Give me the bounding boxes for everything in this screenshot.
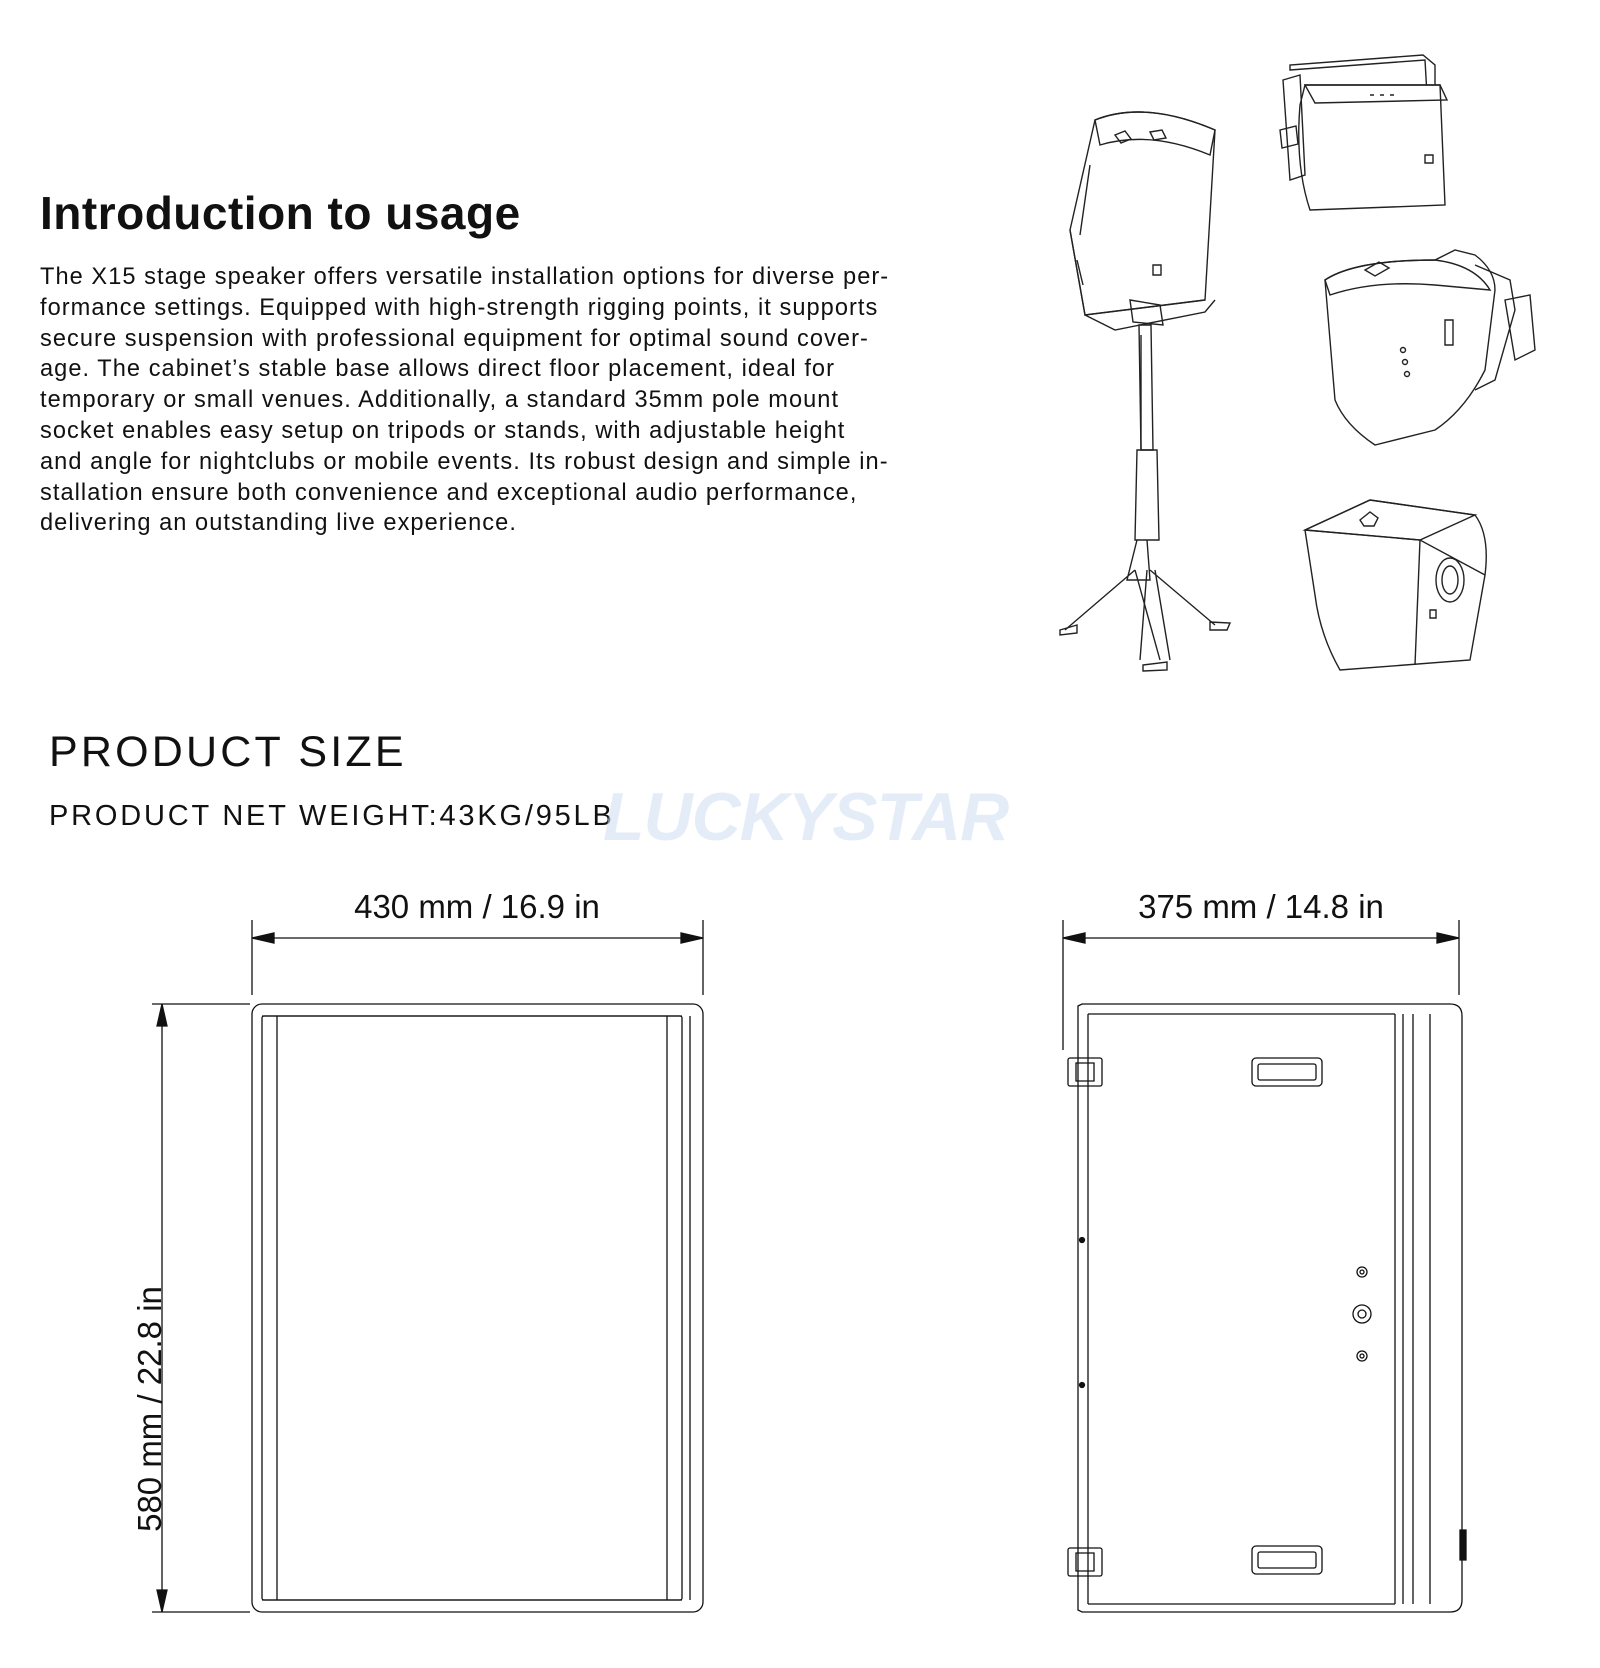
intro-title: Introduction to usage: [40, 187, 521, 239]
intro-line: secure suspension with professional equipment for optimal sound cover-: [40, 325, 869, 352]
front-width-label: 430 mm / 16.9 in: [354, 888, 600, 925]
intro-line: formance settings. Equipped with high-strength rigging points, it supports: [40, 294, 879, 321]
intro-line: stallation ensure both convenience and exceptional audio performance,: [40, 479, 858, 506]
product-size-title: PRODUCT SIZE: [49, 728, 407, 776]
intro-line: and angle for nightclubs or mobile events. Its robust design and simple in-: [40, 448, 889, 475]
intro-line: delivering an outstanding live experience.: [40, 510, 517, 537]
front-height-label: 580 mm / 22.8 in: [131, 1286, 168, 1532]
watermark-logo: LUCKYSTAR: [603, 779, 1009, 855]
intro-line: socket enables easy setup on tripods or stands, with adjustable height: [40, 417, 846, 444]
intro-line: The X15 stage speaker offers versatile installation options for diverse per-: [40, 264, 890, 290]
net-weight: PRODUCT NET WEIGHT:43KG/95LB: [49, 800, 615, 832]
side-width-label: 375 mm / 14.8 in: [1138, 888, 1384, 925]
intro-line: temporary or small venues. Additionally, a standard 35mm pole mount: [40, 387, 840, 414]
side-cabinet-outline: [1078, 1004, 1462, 1612]
intro-line: age. The cabinet’s stable base allows direct floor placement, ideal for: [40, 356, 836, 383]
